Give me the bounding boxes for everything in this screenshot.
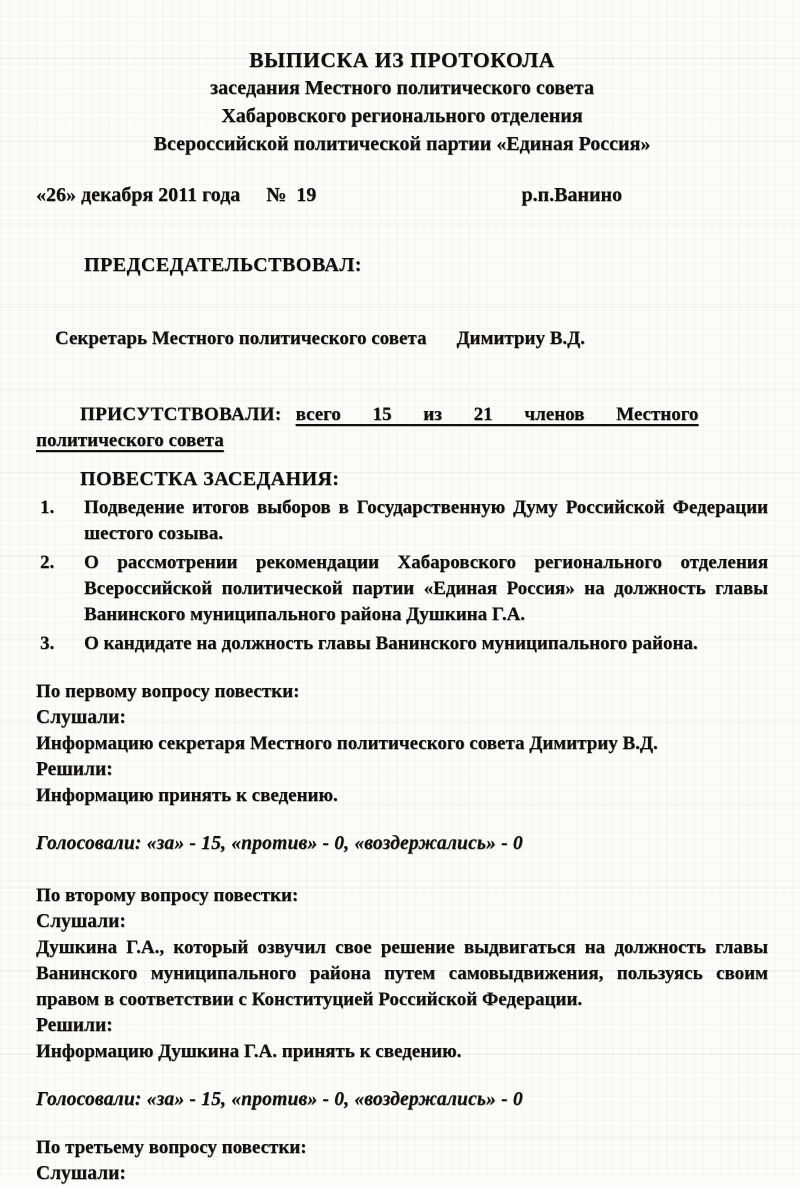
question2-decided-text: Информацию Душкина Г.А. принять к сведению. [36,1041,462,1062]
attendance-line1 [36,402,768,428]
question2-heard-label: Слушали: [36,911,126,932]
question1-vote-line: Голосовали: «за» - 15, «против» - 0, «воздержались» - 0 [36,833,523,854]
document-subtitle-council: заседания Местного политического совета [210,77,594,99]
question1-heard-label: Слушали: [36,707,126,728]
agenda-item-1 [36,495,768,547]
date-line [36,182,768,208]
chairperson-role: Секретарь Местного политического совета [55,328,427,349]
document-subtitle-branch: Хабаровского регионального отделения [221,105,583,127]
document-date: «26» декабря 2011 года [36,184,241,206]
chairperson-name: Димитриу В.Д. [456,328,585,349]
attendance-block [36,402,768,454]
agenda-item-2-text: О рассмотрении рекомендации Хабаровского регионального отделения Всероссийской политической партии «Единая Россия» на должность главы Ванинского муниципального района Душкина Г.А. [84,552,768,625]
document-subtitle-party: Всероссийской политической партии «Единая Россия» [153,133,651,155]
attendance-count: всего 15 из 21 членов Местного [295,404,699,425]
agenda-item-2-number: 2. [40,552,55,573]
protocol-number: № 19 [266,184,317,206]
chairperson-line [36,300,768,378]
question2-heard-text: Душкина Г.А., который озвучил свое решение выдвигаться на должность главы Ванинского муниципального района путем самовыдвижения, пользуясь своим правом в соответствии с Конституцией Российской Федерации. [36,937,768,1010]
question1-decided-text: Информацию принять к сведению. [36,785,338,806]
agenda-item-1-text: Подведение итогов выборов в Государственную Думу Российской Федерации шестого созыва. [84,497,768,544]
attendance-line2 [36,428,768,454]
question3-heard-label: Слушали: [36,1163,126,1184]
agenda-item-2 [36,550,768,628]
question3-intro: По третьему вопросу повестки: [36,1137,307,1158]
agenda-item-3 [36,631,768,657]
question2-intro: По второму вопросу повестки: [36,885,299,906]
agenda-item-3-number: 3. [40,633,55,654]
document-title: ВЫПИСКА ИЗ ПРОТОКОЛА [249,48,555,72]
agenda-item-3-text: О кандидате на должность главы Ванинского муниципального района. [84,633,698,654]
attendance-label: ПРИСУТСТВОВАЛИ: [80,404,282,425]
attendance-count-cont: политического совета [36,430,224,451]
chaired-heading: ПРЕДСЕДАТЕЛЬСТВОВАЛ: [84,254,362,276]
document-title-block [36,46,768,158]
agenda-item-1-number: 1. [40,497,55,518]
question1-intro: По первому вопросу повестки: [36,681,300,702]
question2-vote-line: Голосовали: «за» - 15, «против» - 0, «воздержались» - 0 [36,1089,523,1110]
question1-heard-text: Информацию секретаря Местного политического совета Димитриу В.Д. [36,733,658,754]
agenda-heading: ПОВЕСТКА ЗАСЕДАНИЯ: [80,468,340,490]
document-place: р.п.Ванино [521,184,622,206]
question2-decided-label: Решили: [36,1015,113,1036]
question1-decided-label: Решили: [36,759,113,780]
